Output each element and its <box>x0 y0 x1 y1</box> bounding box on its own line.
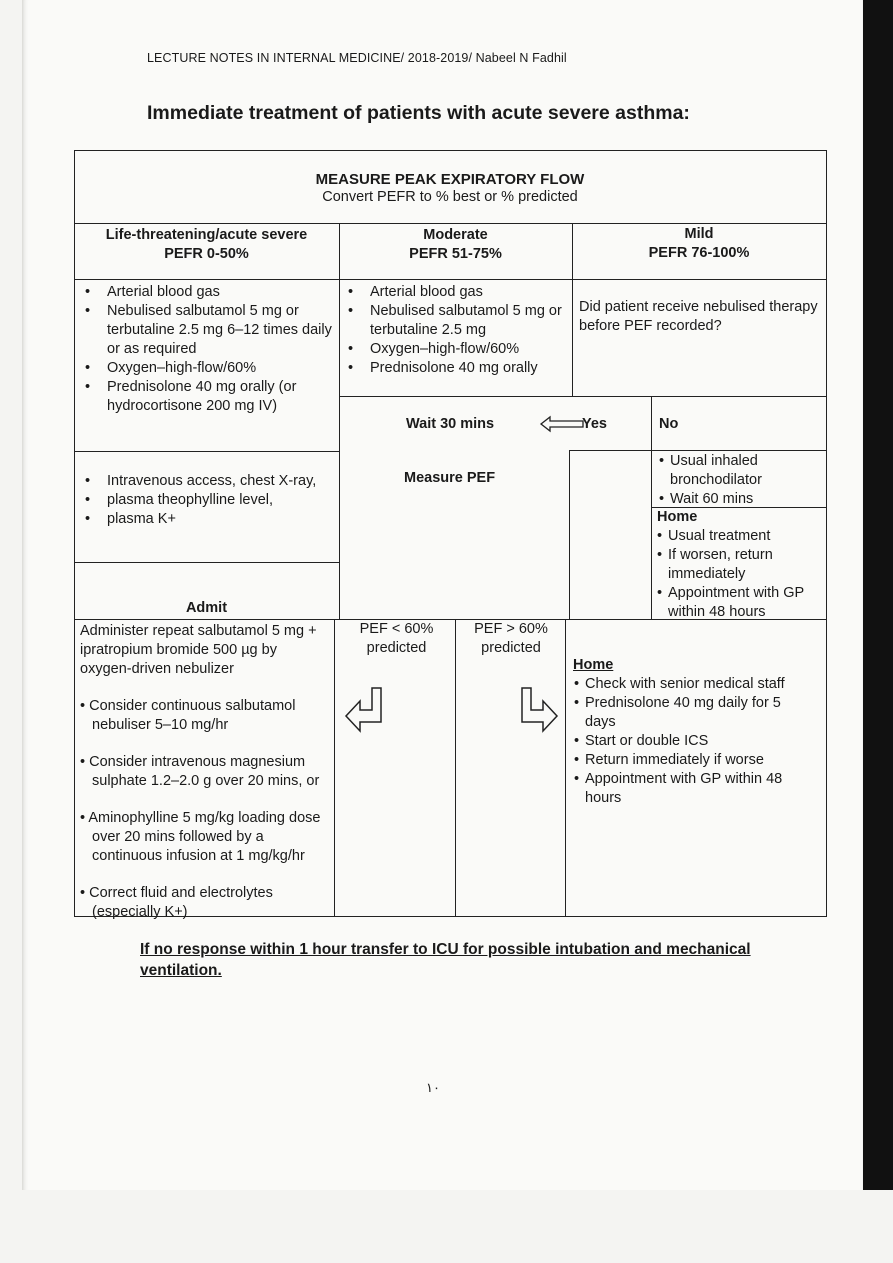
pef-below-60-label: PEF < 60% predicted <box>359 621 434 656</box>
admit-item: • Consider continuous salbutamol nebuliser 5–10 mg/hr <box>80 698 296 733</box>
list-item: • Usual treatment <box>656 527 822 546</box>
convert-pefr-subheading: Convert PEFR to % best or % predicted <box>322 189 578 205</box>
arrow-left-icon <box>539 415 585 433</box>
nebulised-therapy-question: Did patient receive nebulised therapy before PEF recorded? <box>579 299 818 334</box>
mild-range: PEFR 76-100% <box>648 245 750 261</box>
column-header-mild <box>572 225 826 263</box>
list-item: • Appointment with GP within 48 hours <box>573 770 813 808</box>
moderate-actions-list <box>343 283 569 378</box>
severe-range: PEFR 0-50% <box>164 246 249 262</box>
list-item: • Appointment with GP within 48 hours <box>656 584 822 622</box>
list-item: • Nebulised salbutamol 5 mg or terbutaline 2.5 mg 6–12 times daily or as required <box>80 302 332 359</box>
admit-treatment-block <box>80 622 330 922</box>
pef-above-60-label: PEF > 60% predicted <box>474 621 548 656</box>
home-heading-mild: Home <box>657 509 698 525</box>
column-header-severe <box>74 226 339 264</box>
list-item: • Prednisolone 40 mg orally <box>343 359 569 378</box>
list-item: • Check with senior medical staff <box>573 675 813 694</box>
list-item: • Oxygen–high-flow/60% <box>80 359 332 378</box>
list-item: • If worsen, return immediately <box>656 546 822 584</box>
mild-title: Mild <box>684 226 714 242</box>
admit-item: • Correct fluid and electrolytes (especially K+) <box>80 885 273 920</box>
measure-peak-flow-heading: MEASURE PEAK EXPIRATORY FLOW <box>315 171 585 188</box>
list-item: • Usual inhaled bronchodilator <box>658 452 822 490</box>
list-item: • Arterial blood gas <box>80 283 332 302</box>
severe-actions-list <box>80 283 332 416</box>
home-heading-discharge: Home <box>573 657 614 673</box>
page-title: Immediate treatment of patients with acute severe asthma: <box>147 102 690 124</box>
discharge-actions-list <box>573 675 813 808</box>
severe-investigations-list <box>80 472 332 529</box>
page-number: ١٠ <box>426 1080 440 1095</box>
moderate-range: PEFR 51-75% <box>409 246 502 262</box>
yes-label: Yes <box>582 416 607 432</box>
admit-label: Admit <box>185 600 228 616</box>
list-item: • Arterial blood gas <box>343 283 569 302</box>
list-item: • Prednisolone 40 mg daily for 5 days <box>573 694 813 732</box>
scan-edge <box>863 0 893 1190</box>
list-item: • Oxygen–high-flow/60% <box>343 340 569 359</box>
list-item: • Wait 60 mins <box>658 490 822 509</box>
admit-lead-text: Administer repeat salbutamol 5 mg + ipratropium bromide 500 µg by oxygen-driven nebulizer <box>80 623 317 677</box>
list-item: • Nebulised salbutamol 5 mg or terbutaline 2.5 mg <box>343 302 569 340</box>
column-header-moderate <box>339 226 572 264</box>
home-actions-list <box>656 527 822 622</box>
list-item: • plasma theophylline level, <box>80 491 332 510</box>
turn-down-left-arrow-icon <box>344 686 390 734</box>
admit-item: • Consider intravenous magnesium sulphate 1.2–2.0 g over 20 mins, or <box>80 754 320 789</box>
measure-pef-label: Measure PEF <box>404 470 496 486</box>
list-item: • Start or double ICS <box>573 732 813 751</box>
wait-30-mins-label: Wait 30 mins <box>406 416 495 432</box>
list-item: • Prednisolone 40 mg orally (or hydrocortisone 200 mg IV) <box>80 378 332 416</box>
turn-down-right-arrow-icon <box>520 686 566 734</box>
no-label: No <box>659 416 679 432</box>
list-item: • Intravenous access, chest X-ray, <box>80 472 332 491</box>
moderate-title: Moderate <box>423 227 488 243</box>
admit-item: • Aminophylline 5 mg/kg loading dose over 20 mins followed by a continuous infusion at 1 mg/kg/hr <box>80 810 321 864</box>
icu-transfer-note: If no response within 1 hour transfer to ICU for possible intubation and mechanical ventilation. <box>140 941 751 979</box>
severe-title: Life-threatening/acute severe <box>105 227 308 243</box>
running-header: LECTURE NOTES IN INTERNAL MEDICINE/ 2018-2019/ Nabeel N Fadhil <box>147 51 567 65</box>
list-item: • Return immediately if worse <box>573 751 813 770</box>
no-path-actions-list <box>658 452 822 509</box>
list-item: • plasma K+ <box>80 510 332 529</box>
